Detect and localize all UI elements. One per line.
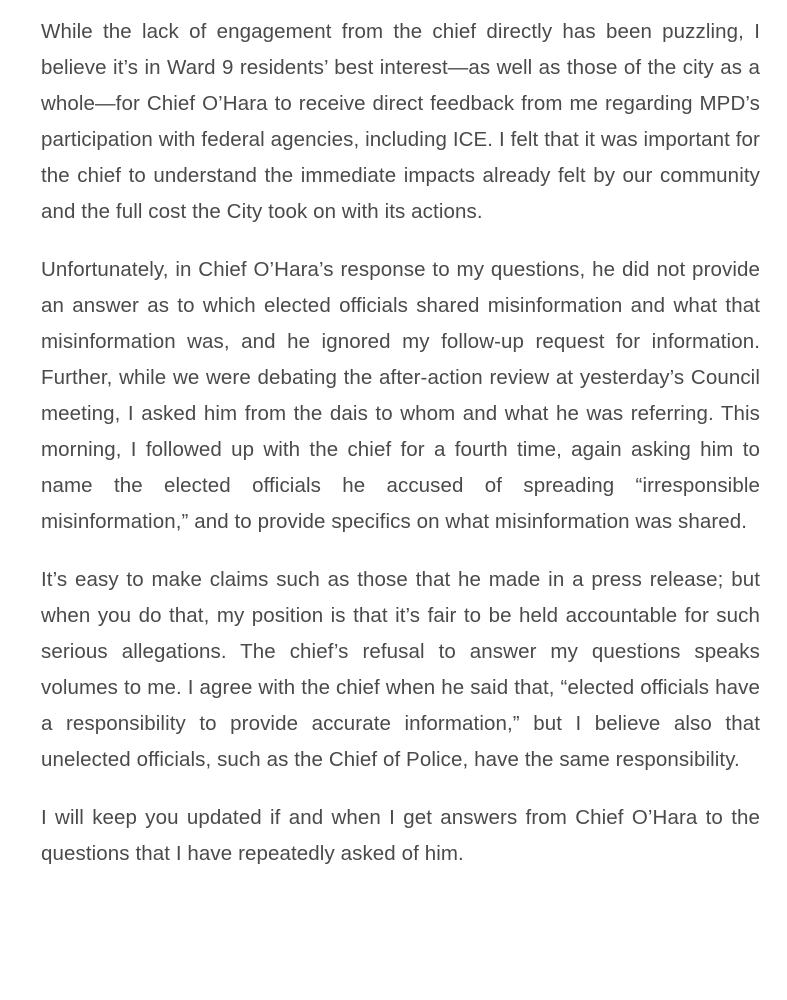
paragraph-1: While the lack of engagement from the chief directly has been puzzling, I believe it’s in Ward 9 residents’ best interest—as well as those of the city as a whole—for Chief O’Hara to receive direct feedback from me regarding MPD’s participation with federal agencies, including ICE. I felt that it was important for the chief to understand the immediate impacts already felt by our community and the full cost the City took on with its actions. (41, 20, 760, 223)
paragraph-3: It’s easy to make claims such as those that he made in a press release; but when you do that, my position is that it’s fair to be held accountable for such serious allegations. The chief’s refusal to answer my questions speaks volumes to me. I agree with the chief when he said that, “elected officials have a responsibility to provide accurate information,” but I believe also that unelected officials, such as the Chief of Police, have the same responsibility. (41, 568, 760, 771)
paragraph-2: Unfortunately, in Chief O’Hara’s response to my questions, he did not provide an answer as to which elected officials shared misinformation and what that misinformation was, and he ignored my follow-up request for information. Further, while we were debating the after-action review at yesterday’s Council meeting, I asked him from the dais to whom and what he was referring. This morning, I followed up with the chief for a fourth time, again asking him to name the elected officials he accused of spreading “irresponsible misinformation,” and to provide specifics on what misinformation was shared. (41, 258, 760, 533)
document-body (41, 14, 760, 872)
paragraph-4: I will keep you updated if and when I get answers from Chief O’Hara to the questions that I have repeatedly asked of him. (41, 806, 760, 865)
